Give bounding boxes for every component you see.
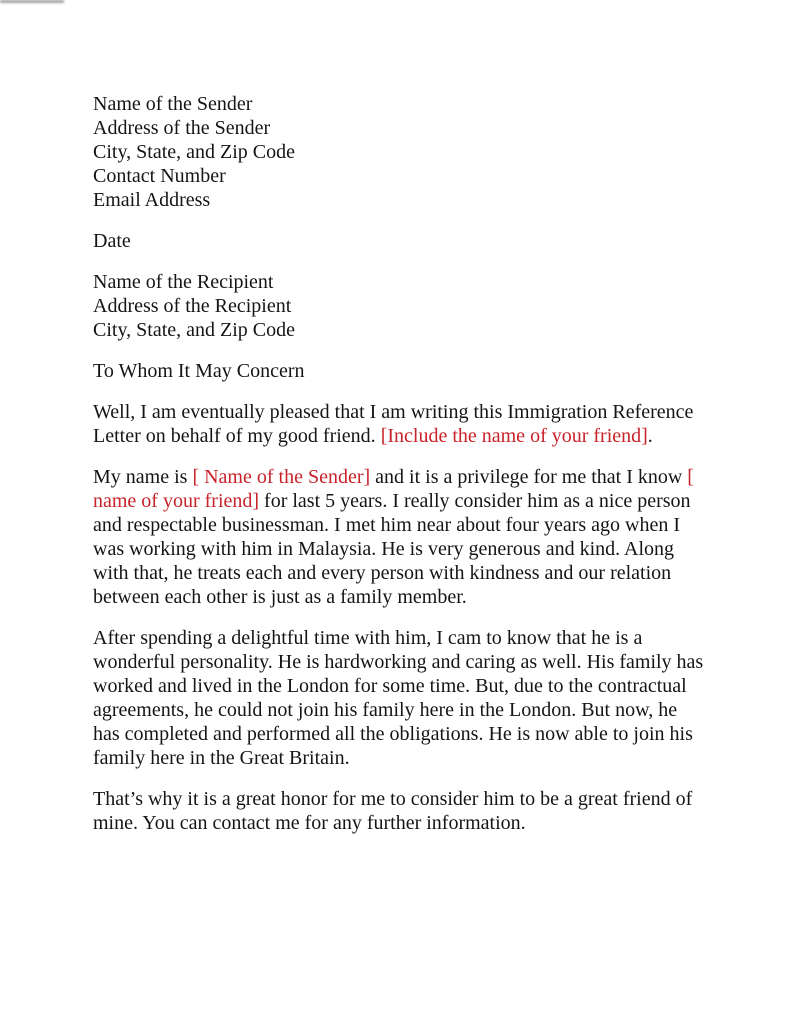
date-line: Date	[93, 230, 131, 252]
address-line: Address of the Recipient	[93, 295, 292, 317]
address-line: Contact Number	[93, 165, 226, 187]
body-paragraph	[93, 787, 707, 835]
address-line: Address of the Sender	[93, 117, 271, 139]
body-paragraph	[93, 465, 707, 609]
body-text: My name is	[93, 466, 193, 488]
body-text: Well, I am eventually pleased that I am writing this Immigration Reference Letter on behalf of my good friend.	[93, 401, 694, 447]
address-line: Name of the Recipient	[93, 271, 274, 293]
placeholder-red-text: [ Name of the Sender]	[192, 466, 371, 488]
body-paragraph	[93, 400, 707, 448]
body-text: and it is a privilege for me that I know	[370, 466, 688, 488]
scan-artifact-mark	[0, 0, 64, 3]
address-line: City, State, and Zip Code	[93, 141, 296, 163]
address-line: City, State, and Zip Code	[93, 319, 296, 341]
address-line: Name of the Sender	[93, 93, 253, 115]
recipient-address-block	[93, 270, 707, 342]
body-text: for last 5 years. I really consider him as a nice person and respectable businessman. I met him near about four years ago when I was working with him in Malaysia. He is very generous and kind. Along with that, he treats each and every person with kindness and our relation between each other is just as a family member.	[93, 490, 691, 608]
sender-address-block	[93, 92, 707, 212]
placeholder-red-text: [Include the name of your friend]	[380, 425, 648, 447]
body-text: That’s why it is a great honor for me to consider him to be a great friend of mine. You can contact me for any further information.	[93, 788, 693, 834]
letter-body	[93, 400, 707, 835]
letter-content	[93, 92, 707, 835]
salutation: To Whom It May Concern	[93, 360, 305, 382]
body-paragraph	[93, 626, 707, 770]
body-text: After spending a delightful time with him, I cam to know that he is a wonderful personality. He is hardworking and caring as well. His family has worked and lived in the London for some time. But, due to the contractual agreements, he could not join his family here in the London. But now, he has completed and performed all the obligations. He is now able to join his family here in the Great Britain.	[93, 627, 704, 769]
placeholder-red-text: [ name of your friend]	[93, 466, 694, 512]
address-line: Email Address	[93, 189, 211, 211]
body-text: .	[647, 425, 653, 447]
